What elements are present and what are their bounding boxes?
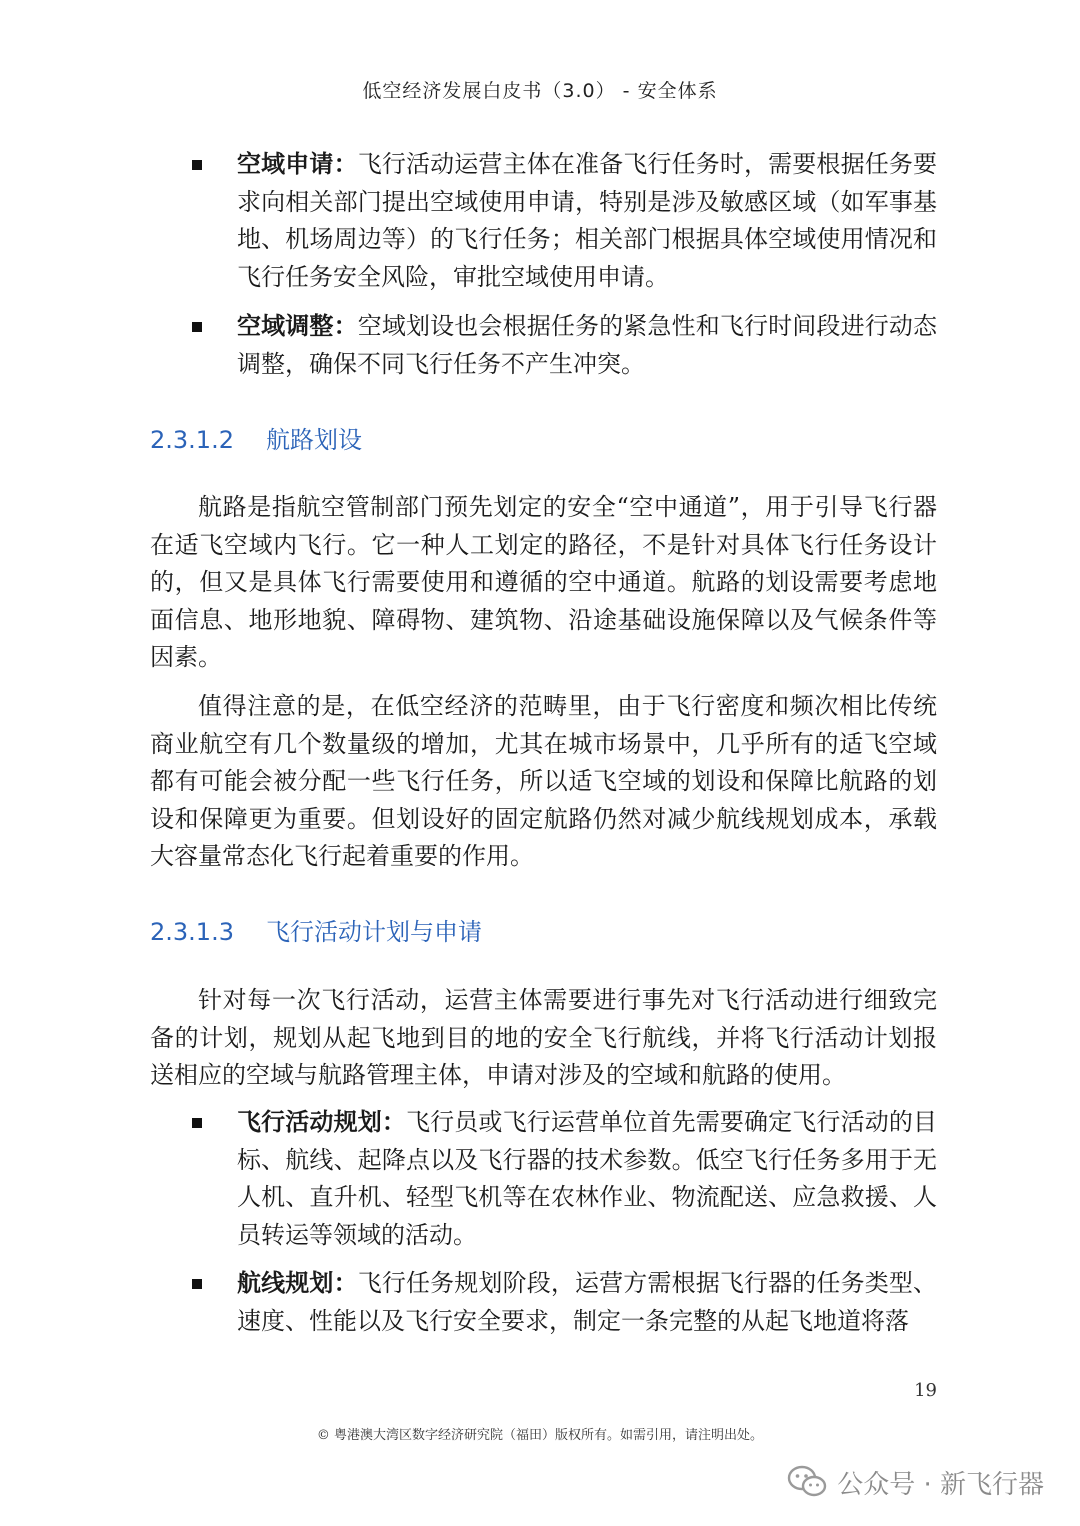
bullet-term: 空域申请： — [237, 150, 358, 178]
watermark-text: 公众号 · 新飞行器 — [837, 1469, 1044, 1500]
wechat-icon — [787, 1465, 827, 1499]
section-heading — [150, 420, 362, 455]
bullet-text: 飞行员或飞行运营单位首先需要确定飞行活动的目标、航线、起降点以及飞行器的技术参数。低空飞行任务多用于无人机、直升机、轻型飞机等在农林作业、物流配送、应急救援、人员转运等领域的活动。 — [237, 1108, 937, 1249]
bullet-text: 飞行活动运营主体在准备飞行任务时，需要根据任务要求向相关部门提出空域使用申请，特别是涉及敏感区域（如军事基地、机场周边等）的飞行任务；相关部门根据具体空域使用情况和飞行任务安全风险，审批空域使用申请。 — [237, 150, 938, 291]
paragraph: 值得注意的是，在低空经济的范畴里，由于飞行密度和频次相比传统商业航空有几个数量级的增加，尤其在城市场景中，几乎所有的适飞空域都有可能会被分配一些飞行任务，所以适飞空域的划设和保障比航路的划设和保障更为重要。但划设好的固定航路仍然对减少航线规划成本，承载大容量常态化飞行起着重要的作用。 — [150, 692, 937, 870]
page-number: 19 — [914, 1380, 937, 1401]
copyright-notice: © 粤港澳大湾区数字经济研究院（福田）版权所有。如需引用，请注明出处。 — [316, 1428, 764, 1443]
bullet-item-flight-planning — [237, 1104, 937, 1254]
bullet-term: 空域调整： — [237, 312, 358, 340]
section-number: 2.3.1.2 — [150, 426, 234, 454]
watermark — [787, 1460, 1044, 1504]
section-number: 2.3.1.3 — [150, 918, 234, 946]
paragraph: 航路是指航空管制部门预先划定的安全“空中通道”，用于引导飞行器在适飞空域内飞行。它一种人工划定的路径，不是针对具体飞行任务设计的，但又是具体飞行需要使用和遵循的空中通道。航路的划设需要考虑地面信息、地形地貌、障碍物、建筑物、沿途基础设施保障以及气候条件等因素。 — [150, 493, 937, 671]
bullet-term: 航线规划： — [237, 1269, 358, 1297]
bullet-text: 空域划设也会根据任务的紧急性和飞行时间段进行动态调整，确保不同飞行任务不产生冲突。 — [237, 312, 938, 378]
section-title: 航路划设 — [266, 426, 362, 454]
bullet-marker — [192, 160, 202, 170]
page-header: 低空经济发展白皮书（3.0） - 安全体系 — [362, 80, 718, 102]
bullet-marker — [192, 322, 202, 332]
section-heading — [150, 912, 482, 947]
bullet-text: 飞行任务规划阶段，运营方需根据飞行器的任务类型、速度、性能以及飞行安全要求，制定一条完整的从起飞地道将落 — [237, 1269, 938, 1335]
bullet-item-airspace-application — [237, 146, 937, 296]
bullet-marker — [192, 1279, 202, 1289]
section-title: 飞行活动计划与申请 — [266, 918, 482, 946]
bullet-term: 飞行活动规划： — [237, 1108, 406, 1136]
bullet-marker — [192, 1118, 202, 1128]
bullet-item-airspace-adjustment — [237, 308, 937, 383]
paragraph: 针对每一次飞行活动，运营主体需要进行事先对飞行活动进行细致完备的计划，规划从起飞地到目的地的安全飞行航线，并将飞行活动计划报送相应的空域与航路管理主体，申请对涉及的空域和航路的使用。 — [150, 986, 937, 1089]
bullet-item-route-planning — [237, 1265, 937, 1340]
